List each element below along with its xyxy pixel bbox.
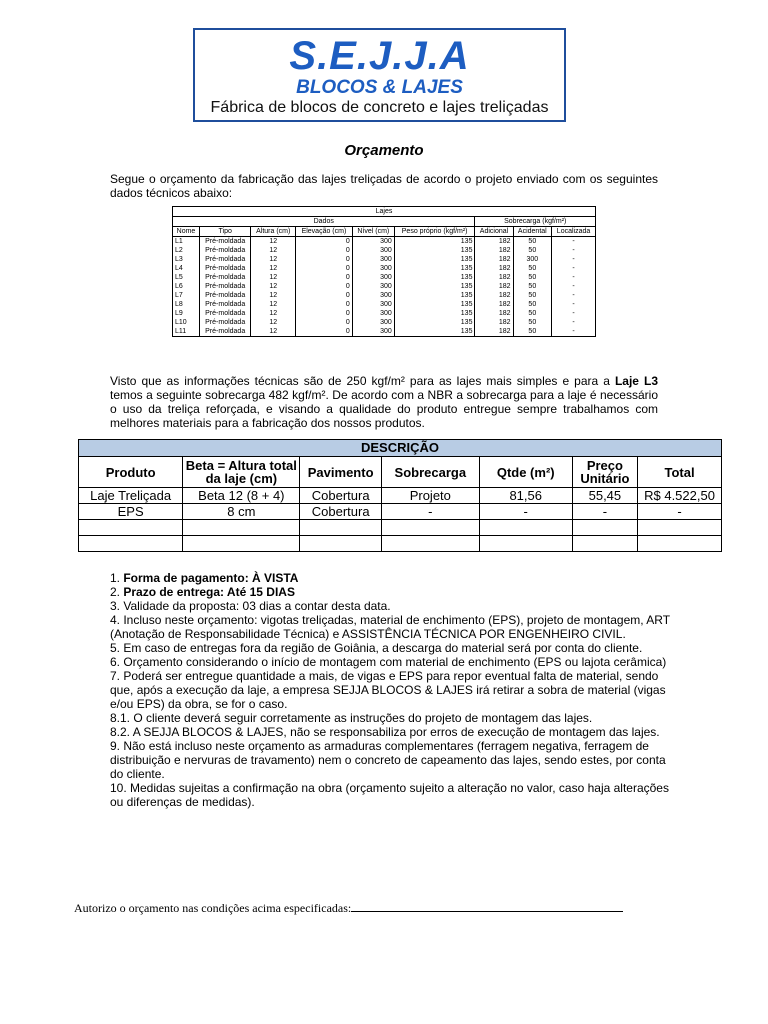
lajes-cell: 135 <box>394 291 475 300</box>
lajes-cell: Pré-moldada <box>200 264 251 273</box>
lajes-cell: L3 <box>173 255 200 264</box>
lajes-body <box>173 237 596 337</box>
description-body <box>79 488 722 552</box>
description-cell <box>381 520 479 536</box>
lajes-row <box>173 327 596 337</box>
description-row <box>79 488 722 504</box>
lajes-cell: 300 <box>352 300 394 309</box>
lajes-cell: - <box>552 309 596 318</box>
lajes-cell: L5 <box>173 273 200 282</box>
lajes-table <box>172 206 596 337</box>
lajes-row <box>173 246 596 255</box>
lajes-cell: Pré-moldada <box>200 309 251 318</box>
lajes-cell: 135 <box>394 318 475 327</box>
lajes-cell: 182 <box>475 246 513 255</box>
lajes-cell: 135 <box>394 309 475 318</box>
lajes-cell: 182 <box>475 237 513 247</box>
lajes-cell: 135 <box>394 282 475 291</box>
condition-item: 6. Orçamento considerando o início de montagem com material de enchimento (EPS ou lajota cerâmica) <box>110 655 667 669</box>
lajes-cell: 300 <box>352 264 394 273</box>
lajes-row <box>173 291 596 300</box>
description-cell: EPS <box>79 504 183 520</box>
lajes-cell: 182 <box>475 291 513 300</box>
lajes-cell: 0 <box>296 318 353 327</box>
lajes-cell: Pré-moldada <box>200 318 251 327</box>
description-table-container <box>78 439 722 552</box>
lajes-cell: 12 <box>251 282 296 291</box>
description-cell <box>572 520 637 536</box>
lajes-cell: 135 <box>394 246 475 255</box>
lajes-cell: 50 <box>513 246 552 255</box>
description-row <box>79 504 722 520</box>
lajes-cell: 135 <box>394 273 475 282</box>
lajes-cell: Pré-moldada <box>200 282 251 291</box>
description-col-header: Total <box>638 457 722 488</box>
delivery-terms: Prazo de entrega: Até 15 DIAS <box>123 585 295 599</box>
tech-text-2: temos a seguinte sobrecarga 482 kgf/m². De acordo com a NBR a sobrecarga para a laje é necessário o uso da treliça reforçada, e visando a qualidade do produto entregue sempre trabalhamos com melhores materiais para a fabricação dos nossos produtos. <box>110 388 658 430</box>
lajes-cell: 135 <box>394 237 475 247</box>
lajes-cell: 12 <box>251 264 296 273</box>
lajes-cell: 50 <box>513 237 552 247</box>
logo-tagline: Fábrica de blocos de concreto e lajes treliçadas <box>210 99 549 116</box>
lajes-cell: 0 <box>296 273 353 282</box>
description-cell: - <box>638 504 722 520</box>
condition-item: 4. Incluso neste orçamento: vigotas treliçadas, material de enchimento (EPS), projeto de montagem, ART (Anotação de Responsabilidade Técnica) e ASSISTÊNCIA TÉCNICA POR ENGENHEIRO CIVIL. <box>110 613 670 641</box>
lajes-cell: 50 <box>513 273 552 282</box>
description-table <box>78 439 722 552</box>
lajes-cell: 12 <box>251 273 296 282</box>
tech-text-bold: Laje L3 <box>614 374 659 388</box>
lajes-cell: 300 <box>352 291 394 300</box>
lajes-cell: - <box>552 264 596 273</box>
lajes-cell: 12 <box>251 300 296 309</box>
payment-terms: Forma de pagamento: À VISTA <box>123 571 299 585</box>
lajes-cell: 135 <box>394 327 475 337</box>
lajes-cell: 135 <box>394 300 475 309</box>
lajes-cell: - <box>552 300 596 309</box>
lajes-col-header: Nome <box>173 227 200 237</box>
lajes-row <box>173 273 596 282</box>
lajes-cell: Pré-moldada <box>200 255 251 264</box>
lajes-cell: 12 <box>251 237 296 247</box>
description-cell <box>638 520 722 536</box>
description-row <box>79 520 722 536</box>
lajes-cell: - <box>552 318 596 327</box>
description-col-header: Beta = Altura total da laje (cm) <box>183 457 300 488</box>
description-cell: - <box>479 504 572 520</box>
lajes-cell: L1 <box>173 237 200 247</box>
lajes-cell: 12 <box>251 327 296 337</box>
conditions-list <box>110 571 670 809</box>
lajes-cell: 50 <box>513 327 552 337</box>
logo-subtitle: BLOCOS & LAJES <box>296 77 463 98</box>
intro-paragraph: Segue o orçamento da fabricação das lajes treliçadas de acordo o projeto enviado com os seguintes dados técnicos abaixo: <box>110 172 658 200</box>
lajes-col-header: Acidental <box>513 227 552 237</box>
lajes-cell: 12 <box>251 318 296 327</box>
lajes-col-header: Elevação (cm) <box>296 227 353 237</box>
lajes-cell: 0 <box>296 246 353 255</box>
condition-item: 10. Medidas sujeitas a confirmação na obra (orçamento sujeito a alteração no valor, caso haja alterações ou diferenças de medidas). <box>110 781 669 809</box>
description-title: DESCRIÇÃO <box>79 440 722 457</box>
description-cell <box>183 520 300 536</box>
description-cell <box>479 520 572 536</box>
lajes-cell: 135 <box>394 255 475 264</box>
lajes-cell: 50 <box>513 309 552 318</box>
lajes-cell: - <box>552 246 596 255</box>
lajes-cell: 50 <box>513 300 552 309</box>
description-cell: Beta 12 (8 + 4) <box>183 488 300 504</box>
condition-item: 9. Não está incluso neste orçamento as armaduras complementares (ferragem negativa, ferragem de distribuição e nervuras de travamento) nem o concreto de capeamento das lajes, sendo estes, por conta do cliente. <box>110 739 666 781</box>
lajes-cell: 12 <box>251 246 296 255</box>
lajes-cell: 50 <box>513 318 552 327</box>
lajes-cell: 12 <box>251 291 296 300</box>
lajes-cell: - <box>552 282 596 291</box>
lajes-cell: 300 <box>352 255 394 264</box>
description-cell <box>479 536 572 552</box>
technical-paragraph <box>110 374 658 430</box>
authorization-line <box>74 900 674 915</box>
description-col-header: Sobrecarga <box>381 457 479 488</box>
description-cell <box>638 536 722 552</box>
lajes-cell: 0 <box>296 309 353 318</box>
condition-item <box>110 585 670 599</box>
logo-title: S.E.J.J.A <box>289 34 470 78</box>
lajes-cell: 0 <box>296 255 353 264</box>
group-dados: Dados <box>173 217 475 227</box>
lajes-cell: 300 <box>352 237 394 247</box>
lajes-cell: Pré-moldada <box>200 291 251 300</box>
description-cell <box>572 536 637 552</box>
description-col-header: Pavimento <box>300 457 381 488</box>
description-cell: 8 cm <box>183 504 300 520</box>
lajes-cell: L4 <box>173 264 200 273</box>
lajes-cell: 182 <box>475 318 513 327</box>
description-cell: 81,56 <box>479 488 572 504</box>
condition-item: 3. Validade da proposta: 03 dias a contar desta data. <box>110 599 391 613</box>
group-sobrecarga: Sobrecarga (kgf/m²) <box>475 217 596 227</box>
lajes-row <box>173 309 596 318</box>
description-cell <box>300 520 381 536</box>
lajes-cell: - <box>552 327 596 337</box>
lajes-cell: L9 <box>173 309 200 318</box>
document-title: Orçamento <box>344 142 424 159</box>
condition-number: 2. <box>110 585 124 599</box>
lajes-cell: L11 <box>173 327 200 337</box>
condition-item: 8.2. A SEJJA BLOCOS & LAJES, não se responsabiliza por erros de execução de montagem das lajes. <box>110 725 660 739</box>
description-cell: Cobertura <box>300 504 381 520</box>
lajes-cell: - <box>552 237 596 247</box>
condition-number: 1. <box>110 571 124 585</box>
lajes-cell: 50 <box>513 291 552 300</box>
description-col-header: Preço Unitário <box>572 457 637 488</box>
description-cell: Projeto <box>381 488 479 504</box>
lajes-cell: - <box>552 291 596 300</box>
lajes-row <box>173 255 596 264</box>
lajes-header-row <box>173 227 596 237</box>
condition-item <box>110 571 670 585</box>
description-header-row <box>79 457 722 488</box>
lajes-cell: L7 <box>173 291 200 300</box>
lajes-cell: 0 <box>296 291 353 300</box>
lajes-cell: L10 <box>173 318 200 327</box>
description-cell: Cobertura <box>300 488 381 504</box>
lajes-cell: Pré-moldada <box>200 327 251 337</box>
lajes-col-header: Localizada <box>552 227 596 237</box>
condition-item: 7. Poderá ser entregue quantidade a mais, de vigas e EPS para repor eventual falta de material, sendo que, após a execução da laje, a empresa SEJJA BLOCOS & LAJES irá retirar a sobra de material (vigas e/ou EPS) da obra, se for o caso. <box>110 669 666 711</box>
lajes-cell: L6 <box>173 282 200 291</box>
lajes-col-header: Peso próprio (kgf/m²) <box>394 227 475 237</box>
lajes-col-header: Tipo <box>200 227 251 237</box>
description-cell <box>381 536 479 552</box>
description-cell: - <box>572 504 637 520</box>
lajes-cell: 0 <box>296 264 353 273</box>
description-cell: 55,45 <box>572 488 637 504</box>
lajes-cell: 182 <box>475 309 513 318</box>
lajes-cell: - <box>552 273 596 282</box>
lajes-row <box>173 300 596 309</box>
lajes-caption: Lajes <box>173 207 596 217</box>
description-col-header: Produto <box>79 457 183 488</box>
description-cell <box>79 520 183 536</box>
lajes-col-header: Nível (cm) <box>352 227 394 237</box>
lajes-cell: 0 <box>296 282 353 291</box>
description-cell: Laje Treliçada <box>79 488 183 504</box>
description-col-header: Qtde (m²) <box>479 457 572 488</box>
signature-line[interactable] <box>351 900 623 912</box>
lajes-cell: 300 <box>352 318 394 327</box>
lajes-cell: 182 <box>475 273 513 282</box>
tech-text-1: Visto que as informações técnicas são de 250 kgf/m² para as lajes mais simples e para a <box>110 374 615 388</box>
lajes-cell: Pré-moldada <box>200 273 251 282</box>
description-cell <box>79 536 183 552</box>
lajes-cell: 182 <box>475 255 513 264</box>
authorization-text: Autorizo o orçamento nas condições acima especificadas: <box>74 901 352 915</box>
lajes-cell: 135 <box>394 264 475 273</box>
lajes-cell: 300 <box>513 255 552 264</box>
lajes-cell: 300 <box>352 273 394 282</box>
lajes-cell: Pré-moldada <box>200 246 251 255</box>
lajes-row <box>173 237 596 247</box>
lajes-cell: 0 <box>296 327 353 337</box>
lajes-col-header: Adicional <box>475 227 513 237</box>
lajes-cell: 0 <box>296 300 353 309</box>
lajes-cell: 50 <box>513 282 552 291</box>
lajes-cell: 300 <box>352 327 394 337</box>
lajes-cell: 12 <box>251 255 296 264</box>
condition-item: 8.1. O cliente deverá seguir corretamente as instruções do projeto de montagem das lajes. <box>110 711 593 725</box>
lajes-cell: - <box>552 255 596 264</box>
lajes-col-header: Altura (cm) <box>251 227 296 237</box>
description-cell: R$ 4.522,50 <box>638 488 722 504</box>
lajes-cell: 182 <box>475 300 513 309</box>
description-cell <box>300 536 381 552</box>
lajes-row <box>173 318 596 327</box>
company-logo <box>193 28 566 122</box>
lajes-cell: 300 <box>352 309 394 318</box>
lajes-cell: L2 <box>173 246 200 255</box>
lajes-cell: Pré-moldada <box>200 300 251 309</box>
description-cell <box>183 536 300 552</box>
lajes-cell: 300 <box>352 282 394 291</box>
lajes-cell: Pré-moldada <box>200 237 251 247</box>
lajes-row <box>173 264 596 273</box>
description-cell: - <box>381 504 479 520</box>
lajes-cell: 182 <box>475 327 513 337</box>
lajes-cell: 12 <box>251 309 296 318</box>
lajes-cell: 0 <box>296 237 353 247</box>
lajes-row <box>173 282 596 291</box>
lajes-cell: 182 <box>475 264 513 273</box>
description-row <box>79 536 722 552</box>
condition-item: 5. Em caso de entregas fora da região de Goiânia, a descarga do material será por conta do cliente. <box>110 641 643 655</box>
lajes-cell: 50 <box>513 264 552 273</box>
lajes-cell: L8 <box>173 300 200 309</box>
lajes-cell: 182 <box>475 282 513 291</box>
lajes-cell: 300 <box>352 246 394 255</box>
lajes-table-container <box>172 206 596 337</box>
